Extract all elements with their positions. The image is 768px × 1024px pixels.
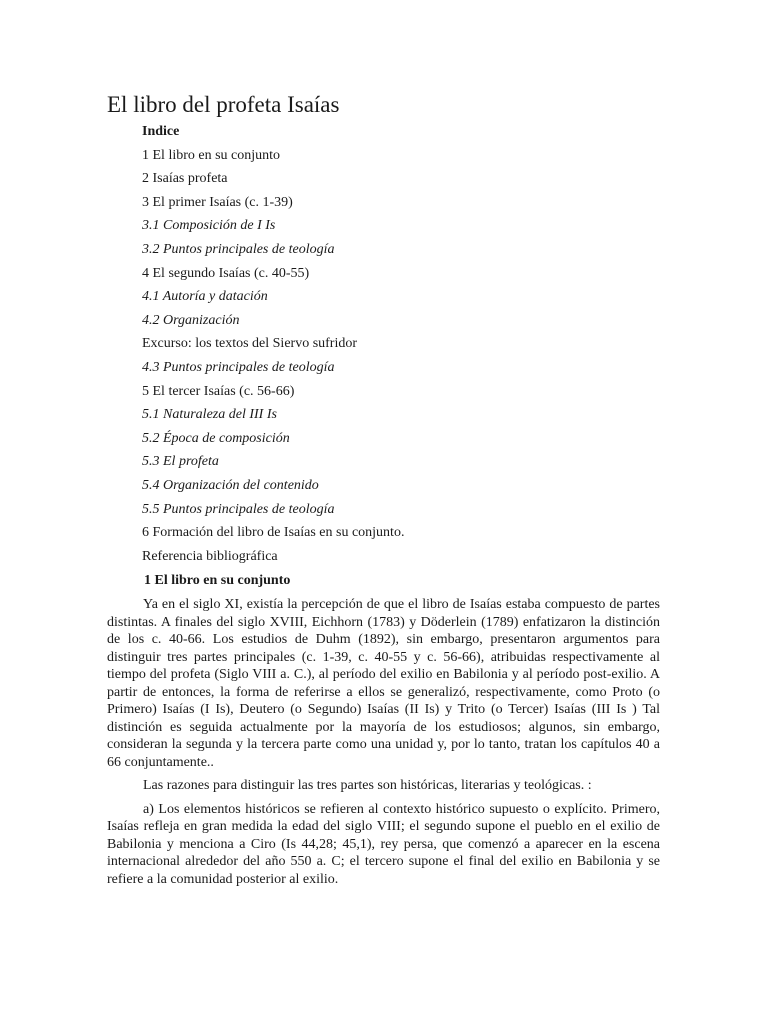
section-heading: 1 El libro en su conjunto: [144, 573, 291, 588]
table-of-contents: [142, 120, 662, 568]
toc-heading: Indice: [142, 124, 180, 139]
paragraph: Ya en el siglo XI, existía la percepción de que el libro de Isaías estaba compuesto de partes distintas. A finales del siglo XVIII, Eichhorn (1783) y Döderlein (1789) enfatizaron la distinción de los c. 40-66. Los estudios de Duhm (1892), sin embargo, presentaron argumentos para distinguir tres partes principales (c. 1-39, c. 40-55 y c. 56-66), atribuidas respectivamente al tiempo del profeta (Siglo VIII a. C.), al período del exilio en Babilonia y al período post-exilio. A partir de entonces, la forma de referirse a ellos se generalizó, respectivamente, como Proto (o Primero) Isaías (I Is), Deutero (o Segundo) Isaías (II Is) y Trito (o Tercer) Isaías (III Is ) Tal distinción es seguida actualmente por la mayoría de los estudiosos; algunos, sin embargo, consideran la segunda y la tercera parte como una unidad y, por lo tanto, tratan los capítulos 40 a 66 conjuntamente..: [107, 597, 660, 770]
document-title: El libro del profeta Isaías: [107, 92, 340, 117]
toc-item: 5.2 Época de composición: [142, 430, 290, 446]
toc-item: Referencia bibliográfica: [142, 548, 278, 564]
toc-item: 4.3 Puntos principales de teología: [142, 359, 335, 375]
toc-item: 3.2 Puntos principales de teología: [142, 241, 335, 257]
toc-item: 3 El primer Isaías (c. 1-39): [142, 194, 293, 210]
toc-item: 5.4 Organización del contenido: [142, 477, 319, 493]
toc-item: 4.1 Autoría y datación: [142, 289, 268, 305]
toc-item: 6 Formación del libro de Isaías en su conjunto.: [142, 525, 405, 541]
paragraph: Las razones para distinguir las tres partes son históricas, literarias y teológicas. :: [143, 778, 592, 793]
toc-item: 1 El libro en su conjunto: [142, 147, 281, 163]
toc-item: 3.1 Composición de I Is: [142, 218, 276, 234]
toc-item: 5.3 El profeta: [142, 454, 219, 470]
toc-item: 2 Isaías profeta: [142, 171, 228, 187]
toc-list: [142, 144, 662, 569]
toc-item: 5.5 Puntos principales de teología: [142, 501, 335, 517]
toc-item: Excurso: los textos del Siervo sufridor: [142, 336, 358, 352]
toc-item: 4.2 Organización: [142, 312, 240, 328]
body-text: [107, 596, 660, 888]
paragraph: a) Los elementos históricos se refieren al contexto histórico supuesto o explícito. Primero, Isaías refleja en gran medida la edad del siglo VIII; el segundo supone el pueblo en el exilio de Babilonia y menciona a Ciro (Is 44,28; 45,1), rey persa, que comenzó a aparecer en la escena internacional alrededor del año 550 a. C; el tercero supone el final del exilio en Babilonia y se refiere a la comunidad posterior al exilio.: [107, 801, 660, 887]
toc-item: 4 El segundo Isaías (c. 40-55): [142, 265, 310, 281]
toc-item: 5 El tercer Isaías (c. 56-66): [142, 383, 295, 399]
toc-item: 5.1 Naturaleza del III Is: [142, 407, 277, 423]
